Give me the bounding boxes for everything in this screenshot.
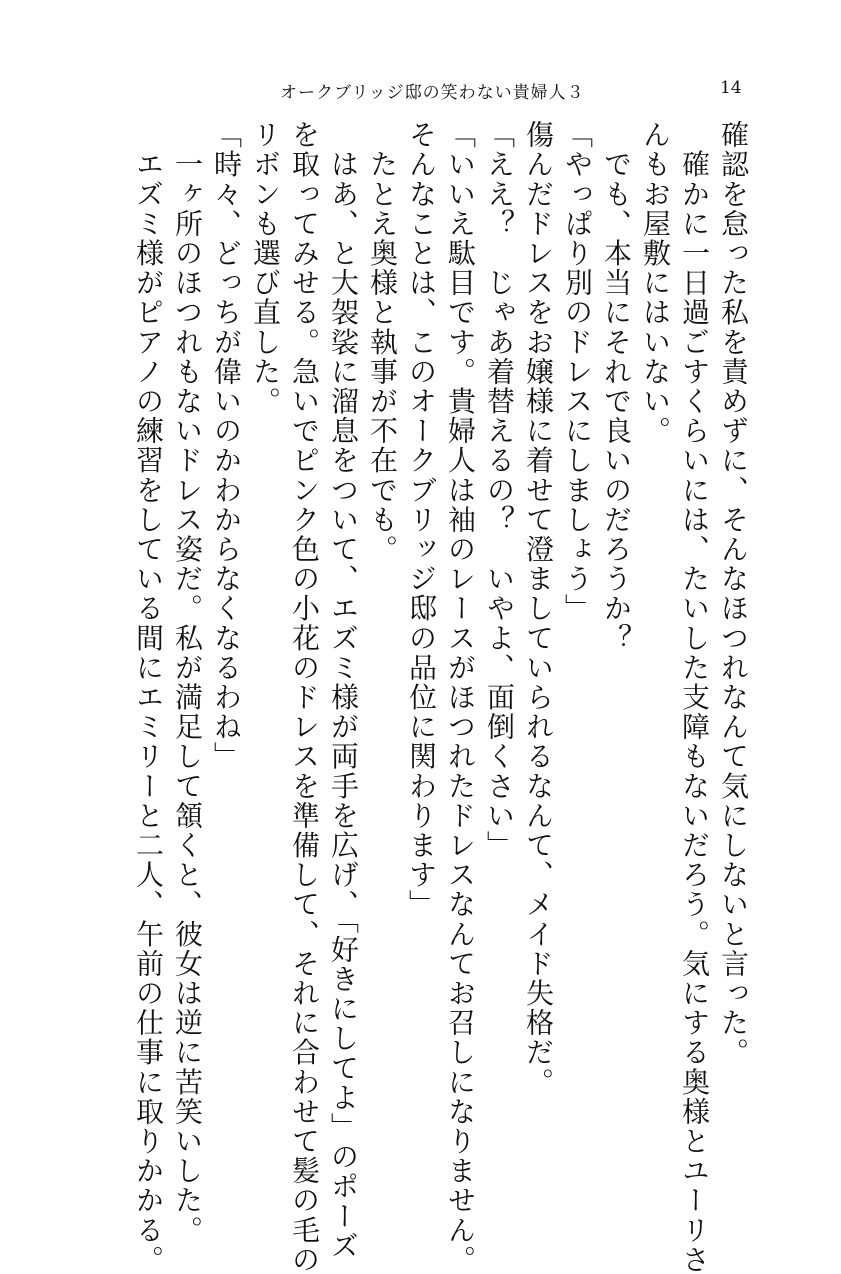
text-line: んもお屋敷にはいない。 bbox=[639, 120, 672, 446]
page-number: 14 bbox=[720, 78, 742, 98]
text-line: リボンも選び直した。 bbox=[249, 120, 282, 416]
text-line: 確認を怠った私を責めずに、そんなほつれなんて気にしないと言った。 bbox=[717, 120, 750, 1068]
text-line: 「時々、どっちが偉いのかわからなくなるわね」 bbox=[210, 120, 243, 772]
text-line: たとえ奥様と執事が不在でも。 bbox=[366, 120, 399, 564]
body-text bbox=[129, 120, 753, 1274]
text-line: 傷んだドレスをお嬢様に着せて澄ましていられるなんて、メイド失格だ。 bbox=[522, 120, 555, 1097]
text-line: 「いいえ駄目です。貴婦人は袖のレースがほつれたドレスなんてお召しになりません。 bbox=[444, 120, 477, 1274]
text-line: はあ、と大袈裟に溜息をついて、エズミ様が両手を広げ、「好きにしてよ」のポーズ bbox=[327, 120, 360, 1261]
text-line: 確かに一日過ごすくらいには、たいした支障もないだろう。気にする奥様とユーリさ bbox=[678, 120, 711, 1274]
text-line: エズミ様がピアノの練習をしている間にエミリーと二人、午前の仕事に取りかかる。 bbox=[132, 120, 165, 1274]
text-line: を取ってみせる。急いでピンク色の小花のドレスを準備して、それに合わせて髪の毛の bbox=[288, 120, 321, 1274]
page-header bbox=[0, 78, 841, 108]
text-line: 「やっぱり別のドレスにしましょう」 bbox=[561, 120, 594, 624]
text-line: でも、本当にそれで良いのだろうか？ bbox=[600, 120, 633, 653]
text-line: 一ヶ所のほつれもないドレス姿だ。私が満足して頷くと、彼女は逆に苦笑いした。 bbox=[171, 120, 204, 1245]
text-line: そんなことは、このオークブリッジ邸の品位に関わります」 bbox=[405, 120, 438, 920]
text-line: 「ええ？ じゃあ着替えるの？ いやよ、面倒くさい」 bbox=[483, 120, 516, 860]
running-title: オークブリッジ邸の笑わない貴婦人３ bbox=[280, 83, 585, 103]
